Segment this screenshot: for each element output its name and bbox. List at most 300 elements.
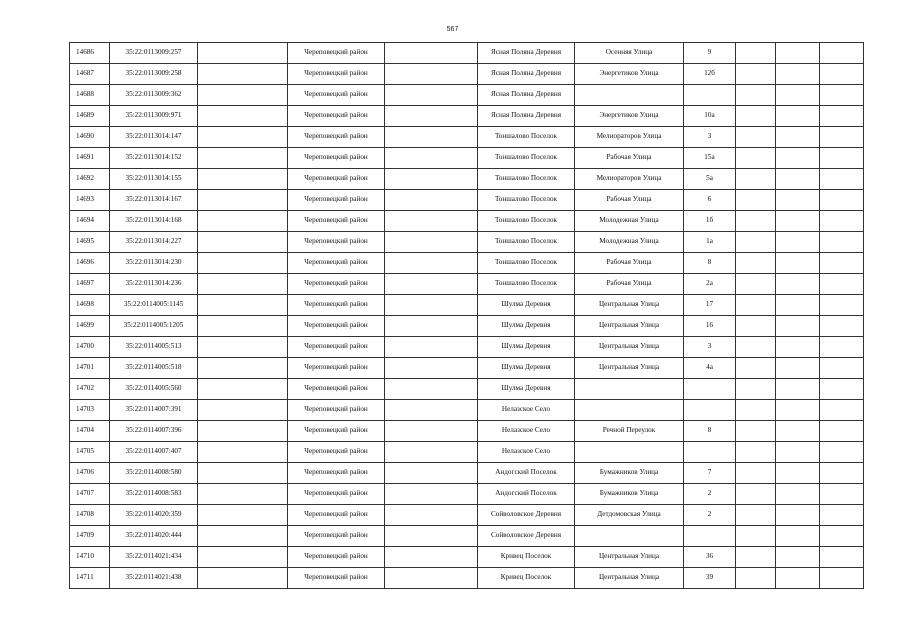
empty-cell — [776, 421, 820, 442]
empty-cell — [385, 211, 478, 232]
empty-cell — [776, 400, 820, 421]
settlement-cell: Кривец Поселок — [478, 568, 575, 589]
empty-cell — [820, 505, 864, 526]
row-number-cell: 14710 — [70, 547, 110, 568]
table-row — [70, 400, 864, 421]
street-cell: Речной Переулок — [575, 421, 684, 442]
empty-cell — [198, 379, 288, 400]
empty-cell — [736, 127, 776, 148]
table-row — [70, 547, 864, 568]
house-number-cell: 12б — [684, 64, 736, 85]
empty-cell — [736, 358, 776, 379]
district-cell: Череповецкий район — [288, 379, 385, 400]
empty-cell — [776, 463, 820, 484]
empty-cell — [198, 316, 288, 337]
cadastral-number-cell: 35:22:0113014:147 — [110, 127, 198, 148]
street-cell — [575, 85, 684, 106]
street-cell: Рабочая Улица — [575, 190, 684, 211]
house-number-cell — [684, 526, 736, 547]
cadastral-number-cell: 35:22:0113014:168 — [110, 211, 198, 232]
district-cell: Череповецкий район — [288, 337, 385, 358]
street-cell: Центральная Улица — [575, 295, 684, 316]
empty-cell — [385, 547, 478, 568]
district-cell: Череповецкий район — [288, 295, 385, 316]
row-number-cell: 14704 — [70, 421, 110, 442]
empty-cell — [820, 484, 864, 505]
empty-cell — [776, 253, 820, 274]
settlement-cell: Шулма Деревня — [478, 316, 575, 337]
empty-cell — [776, 316, 820, 337]
empty-cell — [385, 568, 478, 589]
street-cell — [575, 400, 684, 421]
row-number-cell: 14690 — [70, 127, 110, 148]
district-cell: Череповецкий район — [288, 211, 385, 232]
district-cell: Череповецкий район — [288, 526, 385, 547]
settlement-cell: Сойволовское Деревня — [478, 505, 575, 526]
empty-cell — [198, 358, 288, 379]
empty-cell — [385, 358, 478, 379]
row-number-cell: 14688 — [70, 85, 110, 106]
empty-cell — [385, 190, 478, 211]
empty-cell — [776, 169, 820, 190]
row-number-cell: 14705 — [70, 442, 110, 463]
empty-cell — [776, 211, 820, 232]
street-cell: Молодежная Улица — [575, 232, 684, 253]
empty-cell — [198, 526, 288, 547]
settlement-cell: Ясная Поляна Деревня — [478, 43, 575, 64]
empty-cell — [198, 295, 288, 316]
empty-cell — [385, 505, 478, 526]
empty-cell — [198, 337, 288, 358]
house-number-cell: 3 — [684, 127, 736, 148]
empty-cell — [198, 400, 288, 421]
district-cell: Череповецкий район — [288, 484, 385, 505]
empty-cell — [736, 169, 776, 190]
row-number-cell: 14689 — [70, 106, 110, 127]
empty-cell — [198, 106, 288, 127]
cadastral-number-cell: 35:22:0113009:258 — [110, 64, 198, 85]
empty-cell — [776, 505, 820, 526]
cadastral-number-cell: 35:22:0113014:167 — [110, 190, 198, 211]
empty-cell — [736, 85, 776, 106]
street-cell: Рабочая Улица — [575, 253, 684, 274]
row-number-cell: 14691 — [70, 148, 110, 169]
empty-cell — [385, 421, 478, 442]
district-cell: Череповецкий район — [288, 547, 385, 568]
row-number-cell: 14703 — [70, 400, 110, 421]
empty-cell — [198, 442, 288, 463]
empty-cell — [385, 442, 478, 463]
house-number-cell: 15а — [684, 148, 736, 169]
house-number-cell: 4а — [684, 358, 736, 379]
street-cell: Центральная Улица — [575, 568, 684, 589]
table-row — [70, 274, 864, 295]
house-number-cell: 8 — [684, 253, 736, 274]
house-number-cell: 2 — [684, 505, 736, 526]
table-row — [70, 526, 864, 547]
table-row — [70, 442, 864, 463]
cadastral-number-cell: 35:22:0114007:396 — [110, 421, 198, 442]
table-row — [70, 484, 864, 505]
empty-cell — [736, 463, 776, 484]
district-cell: Череповецкий район — [288, 253, 385, 274]
cadastral-number-cell: 35:22:0114005:518 — [110, 358, 198, 379]
empty-cell — [736, 190, 776, 211]
table-row — [70, 190, 864, 211]
house-number-cell: 1а — [684, 232, 736, 253]
settlement-cell: Тоншалово Поселок — [478, 211, 575, 232]
empty-cell — [385, 106, 478, 127]
row-number-cell: 14701 — [70, 358, 110, 379]
row-number-cell: 14694 — [70, 211, 110, 232]
empty-cell — [736, 400, 776, 421]
house-number-cell: 7 — [684, 463, 736, 484]
empty-cell — [736, 547, 776, 568]
district-cell: Череповецкий район — [288, 148, 385, 169]
house-number-cell: 3 — [684, 337, 736, 358]
row-number-cell: 14707 — [70, 484, 110, 505]
empty-cell — [820, 547, 864, 568]
empty-cell — [198, 127, 288, 148]
empty-cell — [820, 43, 864, 64]
empty-cell — [776, 484, 820, 505]
row-number-cell: 14702 — [70, 379, 110, 400]
empty-cell — [736, 505, 776, 526]
empty-cell — [736, 379, 776, 400]
street-cell: Энергетиков Улица — [575, 64, 684, 85]
empty-cell — [198, 169, 288, 190]
settlement-cell: Тоншалово Поселок — [478, 274, 575, 295]
row-number-cell: 14699 — [70, 316, 110, 337]
house-number-cell: 9 — [684, 43, 736, 64]
empty-cell — [776, 64, 820, 85]
empty-cell — [776, 232, 820, 253]
table-row — [70, 232, 864, 253]
table-row — [70, 337, 864, 358]
empty-cell — [385, 526, 478, 547]
settlement-cell: Шулма Деревня — [478, 295, 575, 316]
street-cell: Мелиораторов Улица — [575, 169, 684, 190]
empty-cell — [198, 274, 288, 295]
empty-cell — [820, 358, 864, 379]
empty-cell — [820, 568, 864, 589]
row-number-cell: 14700 — [70, 337, 110, 358]
district-cell: Череповецкий район — [288, 85, 385, 106]
empty-cell — [385, 169, 478, 190]
empty-cell — [820, 127, 864, 148]
cadastral-number-cell: 35:22:0113014:230 — [110, 253, 198, 274]
empty-cell — [820, 274, 864, 295]
table-row — [70, 568, 864, 589]
street-cell: Центральная Улица — [575, 337, 684, 358]
district-cell: Череповецкий район — [288, 190, 385, 211]
house-number-cell: 2 — [684, 484, 736, 505]
house-number-cell: 1б — [684, 211, 736, 232]
house-number-cell: 39 — [684, 568, 736, 589]
empty-cell — [198, 85, 288, 106]
settlement-cell: Нелазское Село — [478, 400, 575, 421]
row-number-cell: 14687 — [70, 64, 110, 85]
cadastral-number-cell: 35:22:0114005:513 — [110, 337, 198, 358]
row-number-cell: 14698 — [70, 295, 110, 316]
empty-cell — [820, 106, 864, 127]
empty-cell — [776, 127, 820, 148]
settlement-cell: Нелазское Село — [478, 421, 575, 442]
settlement-cell: Андогский Поселок — [478, 484, 575, 505]
cadastral-number-cell: 35:22:0114020:444 — [110, 526, 198, 547]
empty-cell — [198, 148, 288, 169]
empty-cell — [385, 400, 478, 421]
cadastral-number-cell: 35:22:0114008:580 — [110, 463, 198, 484]
house-number-cell: 5а — [684, 169, 736, 190]
empty-cell — [820, 442, 864, 463]
settlement-cell: Тоншалово Поселок — [478, 169, 575, 190]
empty-cell — [776, 190, 820, 211]
house-number-cell — [684, 85, 736, 106]
street-cell: Центральная Улица — [575, 358, 684, 379]
empty-cell — [385, 148, 478, 169]
empty-cell — [820, 421, 864, 442]
empty-cell — [198, 43, 288, 64]
street-cell: Осенняя Улица — [575, 43, 684, 64]
table-row — [70, 253, 864, 274]
house-number-cell: 6 — [684, 190, 736, 211]
empty-cell — [776, 274, 820, 295]
empty-cell — [820, 232, 864, 253]
empty-cell — [820, 190, 864, 211]
house-number-cell: 8 — [684, 421, 736, 442]
settlement-cell: Тоншалово Поселок — [478, 190, 575, 211]
house-number-cell: 36 — [684, 547, 736, 568]
street-cell: Бумажников Улица — [575, 463, 684, 484]
table-row — [70, 211, 864, 232]
row-number-cell: 14709 — [70, 526, 110, 547]
empty-cell — [820, 253, 864, 274]
district-cell: Череповецкий район — [288, 442, 385, 463]
street-cell: Центральная Улица — [575, 316, 684, 337]
table-row — [70, 316, 864, 337]
row-number-cell: 14706 — [70, 463, 110, 484]
cadastral-number-cell: 35:22:0114005:560 — [110, 379, 198, 400]
district-cell: Череповецкий район — [288, 106, 385, 127]
cadastral-number-cell: 35:22:0113009:971 — [110, 106, 198, 127]
empty-cell — [385, 274, 478, 295]
empty-cell — [736, 442, 776, 463]
empty-cell — [385, 64, 478, 85]
empty-cell — [820, 64, 864, 85]
table-row — [70, 106, 864, 127]
empty-cell — [385, 337, 478, 358]
house-number-cell: 10а — [684, 106, 736, 127]
empty-cell — [776, 379, 820, 400]
empty-cell — [776, 547, 820, 568]
house-number-cell — [684, 400, 736, 421]
empty-cell — [736, 421, 776, 442]
street-cell: Детдомовская Улица — [575, 505, 684, 526]
empty-cell — [385, 379, 478, 400]
settlement-cell: Ясная Поляна Деревня — [478, 85, 575, 106]
settlement-cell: Тоншалово Поселок — [478, 253, 575, 274]
empty-cell — [198, 421, 288, 442]
street-cell: Мелиораторов Улица — [575, 127, 684, 148]
cadastral-number-cell: 35:22:0114007:391 — [110, 400, 198, 421]
cadastral-number-cell: 35:22:0114021:438 — [110, 568, 198, 589]
empty-cell — [776, 106, 820, 127]
empty-cell — [820, 295, 864, 316]
district-cell: Череповецкий район — [288, 43, 385, 64]
empty-cell — [776, 358, 820, 379]
empty-cell — [776, 85, 820, 106]
empty-cell — [776, 295, 820, 316]
street-cell: Энергетиков Улица — [575, 106, 684, 127]
table-row — [70, 43, 864, 64]
cadastral-number-cell: 35:22:0113014:227 — [110, 232, 198, 253]
empty-cell — [820, 148, 864, 169]
settlement-cell: Ясная Поляна Деревня — [478, 106, 575, 127]
street-cell — [575, 526, 684, 547]
table-row — [70, 169, 864, 190]
empty-cell — [736, 253, 776, 274]
empty-cell — [736, 232, 776, 253]
empty-cell — [385, 463, 478, 484]
empty-cell — [198, 64, 288, 85]
empty-cell — [385, 127, 478, 148]
street-cell: Бумажников Улица — [575, 484, 684, 505]
row-number-cell: 14696 — [70, 253, 110, 274]
row-number-cell: 14697 — [70, 274, 110, 295]
house-number-cell — [684, 442, 736, 463]
empty-cell — [736, 526, 776, 547]
empty-cell — [385, 232, 478, 253]
empty-cell — [385, 295, 478, 316]
district-cell: Череповецкий район — [288, 169, 385, 190]
empty-cell — [820, 379, 864, 400]
cadastral-number-cell: 35:22:0114007:407 — [110, 442, 198, 463]
empty-cell — [736, 43, 776, 64]
empty-cell — [385, 484, 478, 505]
district-cell: Череповецкий район — [288, 505, 385, 526]
district-cell: Череповецкий район — [288, 463, 385, 484]
house-number-cell: 2а — [684, 274, 736, 295]
cadastral-number-cell: 35:22:0113014:236 — [110, 274, 198, 295]
table-row — [70, 127, 864, 148]
empty-cell — [820, 316, 864, 337]
empty-cell — [198, 190, 288, 211]
empty-cell — [820, 463, 864, 484]
empty-cell — [820, 400, 864, 421]
empty-cell — [736, 316, 776, 337]
empty-cell — [385, 43, 478, 64]
house-number-cell: 17 — [684, 295, 736, 316]
cadastral-number-cell: 35:22:0113009:257 — [110, 43, 198, 64]
cadastral-number-cell: 35:22:0114008:583 — [110, 484, 198, 505]
district-cell: Череповецкий район — [288, 568, 385, 589]
empty-cell — [736, 337, 776, 358]
street-cell: Рабочая Улица — [575, 274, 684, 295]
row-number-cell: 14711 — [70, 568, 110, 589]
table-row — [70, 295, 864, 316]
district-cell: Череповецкий район — [288, 127, 385, 148]
cadastral-number-cell: 35:22:0113009:362 — [110, 85, 198, 106]
cadastral-number-cell: 35:22:0113014:152 — [110, 148, 198, 169]
cadastral-number-cell: 35:22:0113014:155 — [110, 169, 198, 190]
house-number-cell — [684, 379, 736, 400]
empty-cell — [198, 232, 288, 253]
cadastral-number-cell: 35:22:0114005:1205 — [110, 316, 198, 337]
empty-cell — [736, 295, 776, 316]
empty-cell — [198, 505, 288, 526]
registry-table-body — [70, 43, 864, 589]
table-row — [70, 463, 864, 484]
empty-cell — [385, 253, 478, 274]
empty-cell — [776, 43, 820, 64]
empty-cell — [820, 337, 864, 358]
empty-cell — [198, 568, 288, 589]
street-cell — [575, 442, 684, 463]
cadastral-number-cell: 35:22:0114005:1145 — [110, 295, 198, 316]
empty-cell — [736, 274, 776, 295]
settlement-cell: Тоншалово Поселок — [478, 148, 575, 169]
page-number: 567 — [446, 26, 459, 33]
registry-table — [69, 42, 864, 589]
cadastral-number-cell: 35:22:0114021:434 — [110, 547, 198, 568]
settlement-cell: Шулма Деревня — [478, 358, 575, 379]
empty-cell — [736, 148, 776, 169]
empty-cell — [776, 337, 820, 358]
empty-cell — [776, 526, 820, 547]
district-cell: Череповецкий район — [288, 232, 385, 253]
row-number-cell: 14708 — [70, 505, 110, 526]
empty-cell — [736, 64, 776, 85]
street-cell: Рабочая Улица — [575, 148, 684, 169]
empty-cell — [820, 85, 864, 106]
empty-cell — [820, 169, 864, 190]
district-cell: Череповецкий район — [288, 358, 385, 379]
empty-cell — [736, 484, 776, 505]
table-row — [70, 64, 864, 85]
table-row — [70, 85, 864, 106]
district-cell: Череповецкий район — [288, 274, 385, 295]
row-number-cell: 14692 — [70, 169, 110, 190]
district-cell: Череповецкий район — [288, 421, 385, 442]
table-row — [70, 379, 864, 400]
settlement-cell: Кривец Поселок — [478, 547, 575, 568]
house-number-cell: 16 — [684, 316, 736, 337]
empty-cell — [736, 568, 776, 589]
empty-cell — [820, 211, 864, 232]
row-number-cell: 14693 — [70, 190, 110, 211]
settlement-cell: Тоншалово Поселок — [478, 127, 575, 148]
settlement-cell: Ясная Поляна Деревня — [478, 64, 575, 85]
settlement-cell: Нелазское Село — [478, 442, 575, 463]
empty-cell — [198, 211, 288, 232]
empty-cell — [198, 484, 288, 505]
district-cell: Череповецкий район — [288, 400, 385, 421]
settlement-cell: Андогский Поселок — [478, 463, 575, 484]
empty-cell — [736, 211, 776, 232]
settlement-cell: Шулма Деревня — [478, 379, 575, 400]
empty-cell — [198, 463, 288, 484]
street-cell — [575, 379, 684, 400]
empty-cell — [820, 526, 864, 547]
table-row — [70, 505, 864, 526]
table-row — [70, 148, 864, 169]
settlement-cell: Сойволовское Деревня — [478, 526, 575, 547]
row-number-cell: 14695 — [70, 232, 110, 253]
row-number-cell: 14686 — [70, 43, 110, 64]
settlement-cell: Шулма Деревня — [478, 337, 575, 358]
empty-cell — [385, 316, 478, 337]
